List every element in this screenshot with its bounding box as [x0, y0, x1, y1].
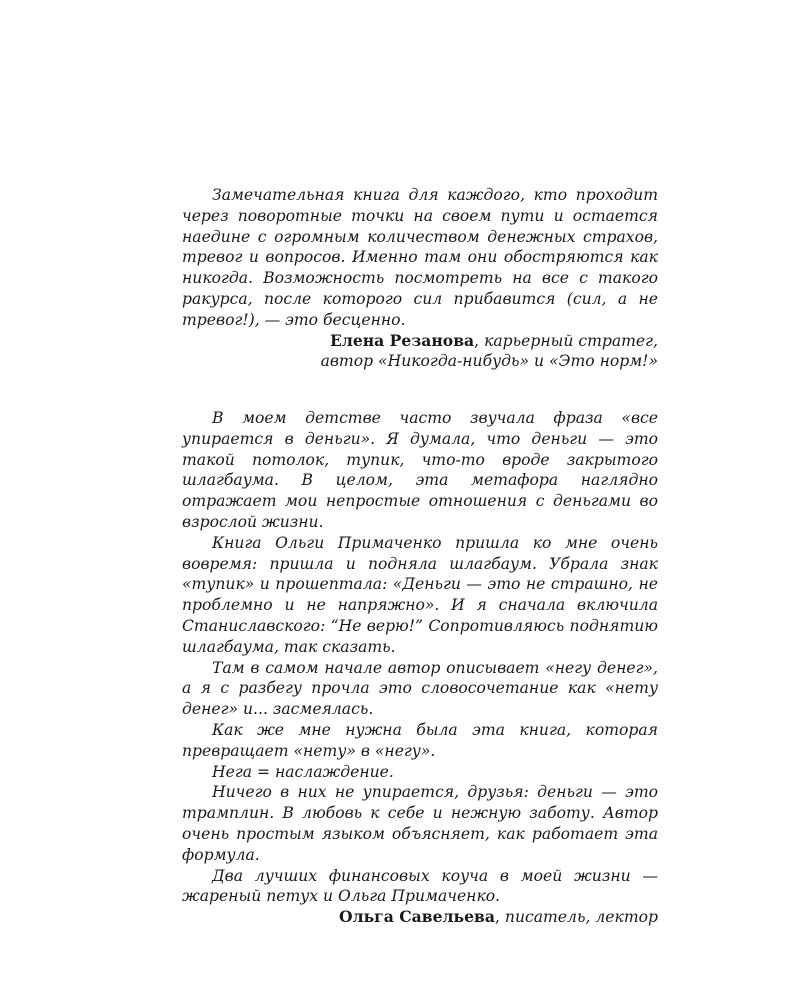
author-name: Ольга Савельева: [339, 907, 495, 927]
review-paragraph: Замечательная книга для каждого, кто проходит через поворотные точки на своем пути и остается наедине с огромным количеством денежных страхов, тревог и вопросов. Именно там они обостряются как никогда. Возможность посмотреть на все с такого ракурса, после которого сил прибавится (сил, а не тревог!), — это бесценно.: [182, 186, 658, 329]
review-paragraph: Там в самом начале автор описывает «негу денег», а я с разбегу прочла это словосочетание как «нету денег» и... засмеялась.: [182, 658, 658, 719]
review-paragraph: Нега = наслаждение.: [212, 762, 394, 781]
review-paragraph: Два лучших финансовых коуча в моей жизни — жареный петух и Ольга Примаченко.: [182, 866, 658, 906]
review-paragraph: Книга Ольги Примаченко пришла ко мне очень вовремя: пришла и подняла шлагбаум. Убрала знак «тупик» и прошептала: «Деньги — это не страшно, не проблемно и не напряжно». И я сначала включила Станиславского: “Не верю!” Сопротивляюсь поднятию шлагбаума, так сказать.: [182, 533, 658, 656]
review-paragraph: Ничего в них не упирается, друзья: деньги — это трамплин. В любовь к себе и нежную заботу. Автор очень простым языком объясняет, как работает эта формула.: [182, 783, 658, 864]
review-elena-rezanova: [182, 185, 658, 372]
author-role: карьерный стратег,: [484, 331, 658, 350]
review-paragraph: Как же мне нужна была эта книга, которая превращает «нету» в «негу».: [182, 720, 658, 760]
author-role: писатель, лектор: [504, 908, 658, 927]
review-signature: Елена Резанова, карьерный стратег, автор «Никогда-нибудь» и «Это норм!»: [320, 330, 658, 371]
review-paragraph: В моем детстве часто звучала фраза «все упирается в деньги». Я думала, что деньги — это такой потолок, тупик, что-то вроде закрытого шлагбаума. В целом, эта метафора наглядно отражает мои непростые отношения с деньгами во взрослой жизни.: [182, 409, 658, 531]
author-role-line2: автор «Никогда-нибудь» и «Это норм!»: [320, 352, 658, 371]
author-name: Елена Резанова: [329, 330, 475, 350]
review-signature: Ольга Савельева, писатель, лектор: [339, 907, 658, 927]
review-olga-savelyeva: [182, 408, 658, 928]
